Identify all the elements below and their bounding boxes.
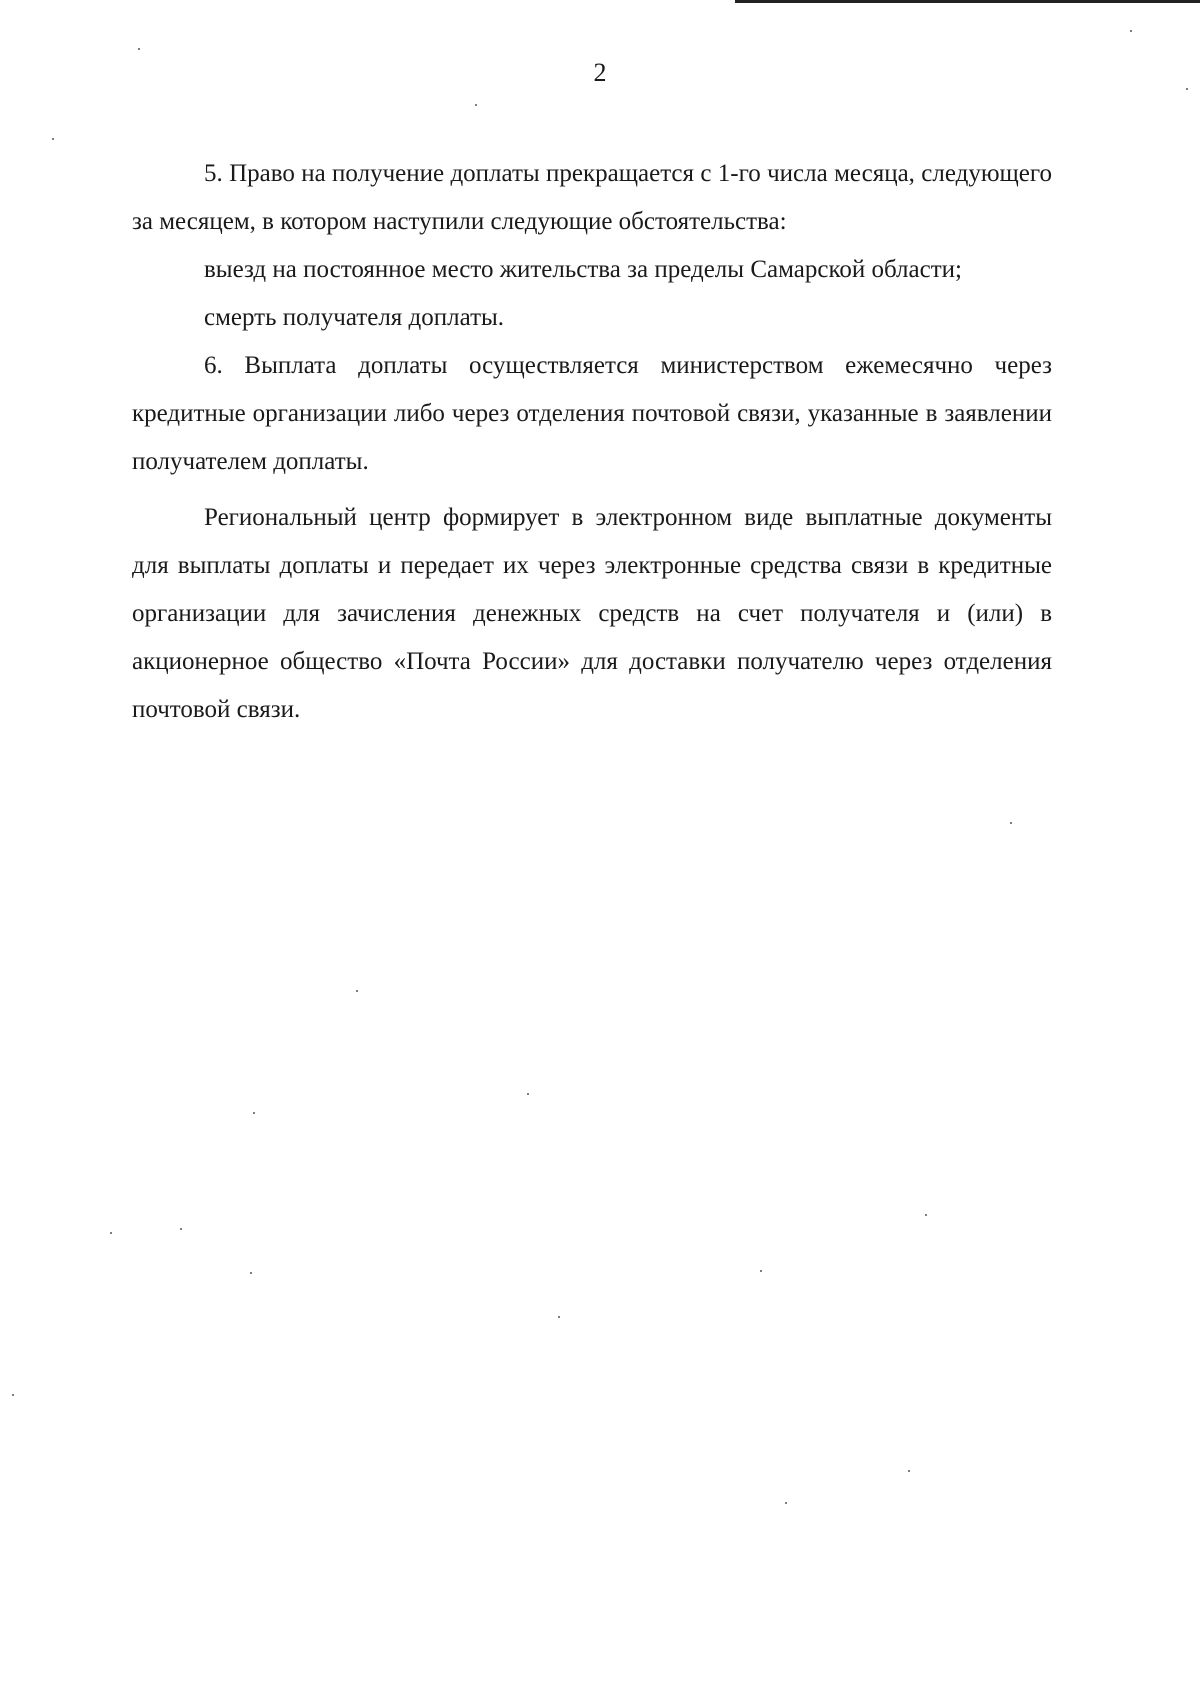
paragraph-regional-center: Региональный центр формирует в электронном виде выплатные документы для выплаты доплаты и передает их через электронные средства связи в кредитные организации для зачисления денежных средств на счет получателя и (или) в акционерное общество «Почта России» для доставки получателю через отделения почтовой связи.	[132, 504, 1052, 723]
paragraph-payment: 6. Выплата доплаты осуществляется министерством ежемесячно через кредитные организации либо через отделения почтовой связи, указанные в заявлении получателем доплаты.	[132, 352, 1052, 475]
scan-speck	[1010, 822, 1012, 824]
scan-speck	[250, 1272, 252, 1274]
scan-speck	[1130, 30, 1132, 32]
scan-speck	[253, 1112, 255, 1114]
paragraph-relocation: выезд на постоянное место жительства за пределы Самарской области;	[204, 256, 962, 283]
scan-speck	[558, 1316, 560, 1318]
scan-speck	[356, 990, 358, 992]
top-border-line	[735, 0, 1200, 3]
scan-speck	[1186, 88, 1188, 90]
document-body	[132, 150, 1052, 734]
page-number: 2	[593, 58, 607, 87]
scan-speck	[52, 138, 54, 140]
scan-speck	[785, 1502, 787, 1504]
paragraph-termination-conditions: 5. Право на получение доплаты прекращается с 1-го числа месяца, следующего за месяцем, в котором наступили следующие обстоятельства:	[132, 160, 1052, 235]
scan-speck	[527, 1093, 529, 1095]
scan-speck	[760, 1270, 762, 1272]
scan-speck	[180, 1228, 182, 1230]
scan-speck	[925, 1214, 927, 1216]
scan-speck	[138, 48, 140, 50]
scan-speck	[12, 1394, 14, 1396]
paragraph-death: смерть получателя доплаты.	[204, 304, 505, 331]
scan-speck	[908, 1470, 910, 1472]
scan-speck	[110, 1232, 112, 1234]
scan-speck	[475, 104, 477, 106]
